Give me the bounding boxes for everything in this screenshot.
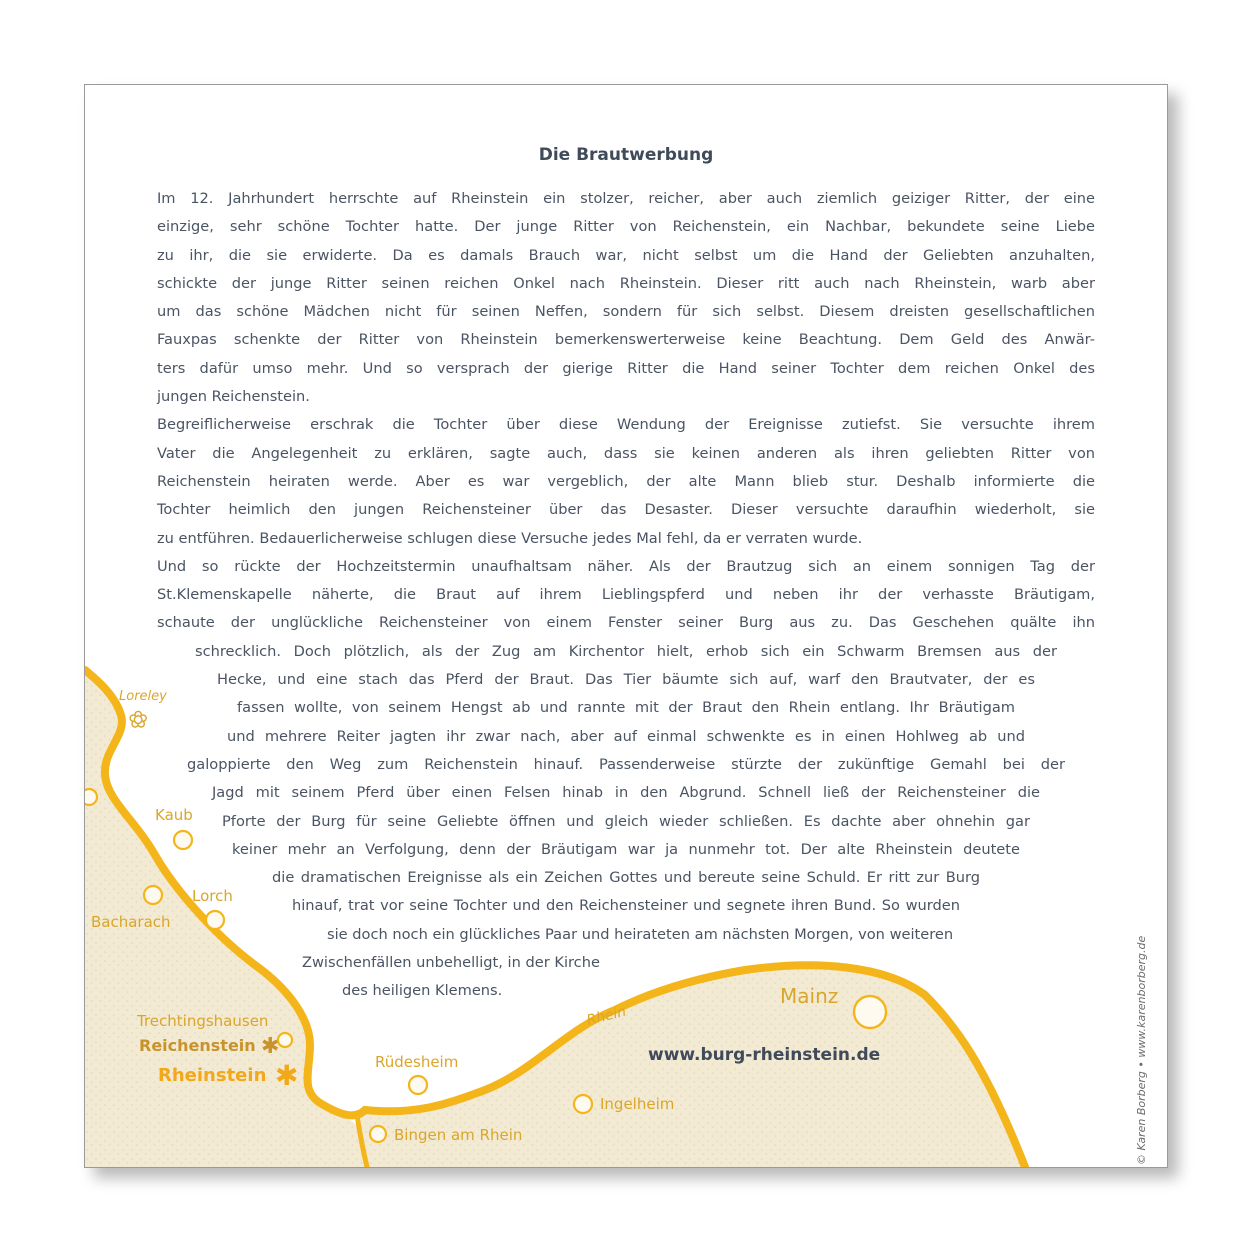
story-line: Im 12. Jahrhundert herrschte auf Rheinstein ein stolzer, reicher, aber auch ziemlich geiziger Ritter, der eine: [157, 190, 1095, 207]
story-line: fassen wollte, von seinem Hengst ab und rannte mit der Braut den Rhein entlang. Ihr Bräutigam: [237, 699, 1015, 717]
story-line: zu entführen. Bedauerlicherweise schlugen diese Versuche jedes Mal fehl, da er verraten wurde.: [157, 529, 863, 547]
story-line: Und so rückte der Hochzeitstermin unaufhaltsam näher. Als der Brautzug sich an einem sonnigen Tag der: [157, 557, 1095, 575]
copyright-text: © Karen Borberg • www.karenborberg.de: [1135, 935, 1148, 1165]
story-line: Jagd mit seinem Pferd über einen Felsen hinab in den Abgrund. Schnell ließ der Reichensteiner die: [212, 784, 1040, 802]
story-line: keiner mehr an Verfolgung, denn der Bräutigam war ja nunmehr tot. Der alte Rheinstein deutete: [232, 840, 1020, 858]
place-loreley-label: Loreley: [119, 689, 167, 704]
story-line: Zwischenfällen unbehelligt, in der Kirche: [302, 954, 600, 972]
place-ingelheim-marker: [574, 1095, 592, 1113]
story-line: Vater die Angelegenheit zu erklären, sagte auch, dass sie keinen anderen als ihren geliebten Ritter von: [157, 444, 1095, 462]
place-ingelheim-label: Ingelheim: [600, 1095, 675, 1113]
page-title: Die Brautwerbung: [538, 145, 714, 165]
story-text: [157, 185, 1095, 1006]
story-line: schickte der junge Ritter seinen reichen Onkel nach Rheinstein. Dieser ritt auch nach Rheinstein, warb aber: [157, 274, 1095, 292]
rheinstein-castle-icon: ✱: [275, 1059, 299, 1092]
place-ruedesheim-marker: [409, 1076, 427, 1094]
place-bingen-marker: [370, 1126, 386, 1142]
place-trechtingshausen-marker: [278, 1033, 292, 1047]
loreley-icon: ✿: [129, 708, 148, 733]
story-line: die dramatischen Ereignisse als ein Zeichen Gottes und bereute seine Schuld. Er ritt zur Burg: [272, 869, 980, 887]
place-reichenstein-label: Reichenstein: [139, 1036, 256, 1055]
story-line: schrecklich. Doch plötzlich, als der Zug am Kirchentor hielt, erhob sich ein Schwarm Bremsen aus der: [195, 642, 1057, 660]
story-line: St.Klemenskapelle näherte, die Braut auf ihrem Lieblingspferd und neben ihr der verhasste Bräutigam,: [157, 586, 1095, 604]
story-line: einzige, sehr schöne Tochter hatte. Der junge Ritter von Reichenstein, ein Nachbar, bekundete seine Liebe: [157, 218, 1095, 236]
story-line: Begreiflicherweise erschrak die Tochter über diese Wendung der Ereignisse zutiefst. Sie versuchte ihrem: [157, 416, 1095, 434]
story-line: galoppierte den Weg zum Reichenstein hinauf. Passenderweise stürzte der zukünftige Gemahl bei der: [187, 755, 1065, 773]
place-mainz-label: Mainz: [780, 984, 839, 1008]
story-line: des heiligen Klemens.: [342, 982, 503, 1000]
place-bingen-label: Bingen am Rhein: [394, 1126, 523, 1144]
story-line: Pforte der Burg für seine Geliebte öffnen und gleich wieder schließen. Es dachte aber ohnehin gar: [222, 812, 1030, 830]
place-ruedesheim-label: Rüdesheim: [375, 1053, 459, 1071]
place-rheinstein-label: Rheinstein: [158, 1065, 267, 1086]
legend-card: [84, 84, 1168, 1168]
place-edge-marker: [85, 789, 97, 805]
story-line: jungen Reichenstein.: [157, 388, 310, 406]
story-line: Reichenstein heiraten werde. Aber es war vergeblich, der alte Mann blieb stur. Deshalb informierte die: [157, 472, 1095, 490]
place-bacharach-label: Bacharach: [91, 913, 171, 931]
story-line: zu ihr, die sie erwiderte. Da es damals Brauch war, nicht selbst um die Hand der Geliebten anzuhalten,: [157, 246, 1095, 264]
story-line: schaute der unglückliche Reichensteiner von einem Fenster seiner Burg aus zu. Das Geschehen quälte ihn: [157, 614, 1095, 632]
story-line: Fauxpas schenkte der Ritter von Rheinstein bemerkenswerterweise keine Beachtung. Dem Geld des Anwär-: [157, 331, 1095, 349]
place-trechtingshausen-label: Trechtingshausen: [137, 1012, 269, 1030]
story-line: Tochter heimlich den jungen Reichensteiner über das Desaster. Dieser versuchte daraufhin wiederholt, sie: [157, 501, 1095, 519]
reichenstein-castle-icon: ✱: [261, 1034, 280, 1059]
place-kaub-label: Kaub: [155, 806, 193, 824]
place-lorch-label: Lorch: [192, 887, 233, 905]
river-label: Rhein: [585, 1003, 628, 1029]
website-url: www.burg-rheinstein.de: [648, 1045, 881, 1065]
story-line: sie doch noch ein glückliches Paar und heirateten am nächsten Morgen, von weiteren: [327, 925, 954, 943]
story-line: und mehrere Reiter jagten ihr zwar nach, aber auf einmal schwenkte es in einen Hohlweg ab und: [227, 727, 1025, 745]
story-line: Hecke, und eine stach das Pferd der Braut. Das Tier bäumte sich auf, warf den Brautvater, der es: [217, 671, 1035, 689]
story-line: ters dafür umso mehr. Und so versprach der gierige Ritter die Hand seiner Tochter dem reichen Onkel des: [157, 359, 1095, 377]
story-line: hinauf, trat vor seine Tochter und den Reichensteiner und segnete ihren Bund. So wurden: [292, 897, 960, 915]
story-line: um das schöne Mädchen nicht für seinen Neffen, sondern für sich selbst. Diesem dreisten gesellschaftlichen: [157, 303, 1095, 321]
